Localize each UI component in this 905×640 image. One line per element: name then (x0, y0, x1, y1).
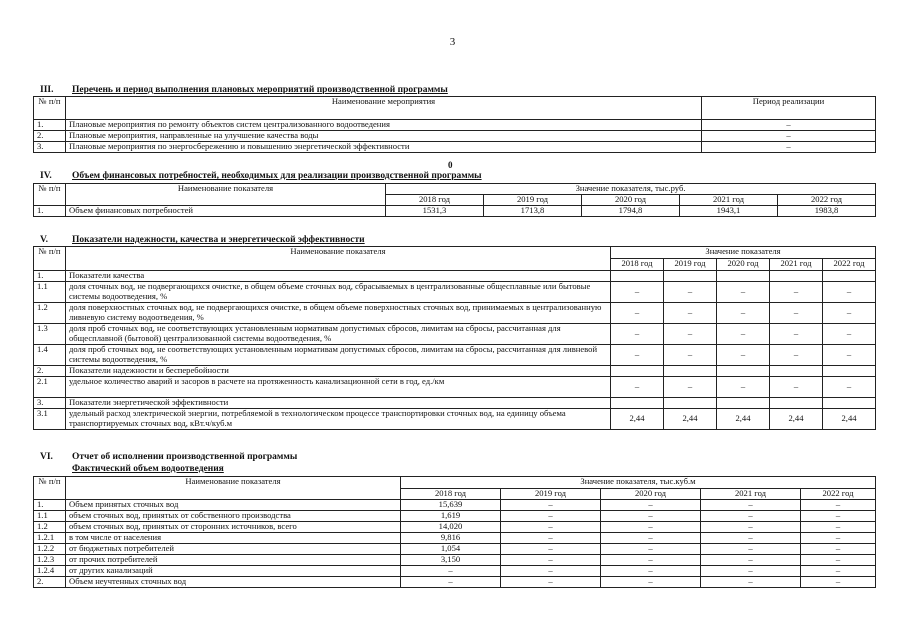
row-value: 2,44 (664, 409, 717, 430)
col-header-value: Значение показателя, тыс.руб. (386, 184, 876, 195)
row-name: доля поверхностных сточных вод, не подвергающихся очистке, в общем объеме поверхностных сточных вод, принимаемых в централизованную ливневую систему водоотведения, % (66, 303, 611, 324)
row-value: – (701, 555, 801, 566)
row-value: – (823, 282, 876, 303)
table-row (34, 366, 876, 377)
row-name: удельный расход электрической энергии, потребляемой в технологическом процессе транспортировки сточных вод, на единицу объема транспортируемых сточных вод, кВт.ч/куб.м (66, 409, 611, 430)
table-row (34, 409, 876, 430)
row-value: – (801, 522, 876, 533)
row-value: – (770, 324, 823, 345)
row-value: – (601, 544, 701, 555)
row-number: 2. (34, 577, 66, 588)
row-value: – (601, 522, 701, 533)
row-number: 1.2.1 (34, 533, 66, 544)
table-row (34, 544, 876, 555)
year-header: 2018 год (386, 195, 484, 206)
table-row (34, 282, 876, 303)
row-number: 1. (34, 206, 66, 217)
row-value: – (701, 566, 801, 577)
year-header: 2021 год (680, 195, 778, 206)
row-name: Плановые мероприятия, направленные на улучшение качества воды (66, 131, 702, 142)
row-value: – (611, 377, 664, 398)
row-value: – (770, 345, 823, 366)
table-row (34, 533, 876, 544)
section-number: IV. (40, 171, 52, 181)
col-header-num: № п/п (34, 184, 66, 206)
row-value: – (717, 377, 770, 398)
row-number: 3. (34, 398, 66, 409)
row-value: 1943,1 (680, 206, 778, 217)
year-header: 2018 год (611, 259, 664, 271)
row-name: Показатели надежности и бесперебойности (66, 366, 611, 377)
section-title: Перечень и период выполнения плановых мероприятий производственной программы (72, 85, 448, 95)
row-value (770, 398, 823, 409)
row-value: – (717, 303, 770, 324)
row-name: доля проб сточных вод, не соответствующих установленным нормативам допустимых сбросов, лимитам на сбросы, рассчитанная для общесплавной (бытовой) централизованной системы водоотведения, % (66, 324, 611, 345)
row-value: – (501, 500, 601, 511)
row-value: – (664, 282, 717, 303)
col-header-value: Значение показателя, тыс.куб.м (401, 477, 876, 489)
row-value: 1794,8 (582, 206, 680, 217)
row-value: – (501, 566, 601, 577)
row-value (823, 271, 876, 282)
year-header: 2020 год (582, 195, 680, 206)
row-value: – (801, 533, 876, 544)
row-value: 1,619 (401, 511, 501, 522)
row-value: – (611, 282, 664, 303)
row-value: – (801, 500, 876, 511)
row-value: – (701, 522, 801, 533)
row-number: 1.2 (34, 303, 66, 324)
table-row (34, 271, 876, 282)
row-period: – (702, 120, 876, 131)
table-row (34, 500, 876, 511)
row-value (664, 271, 717, 282)
table-row (34, 120, 876, 131)
row-value: – (501, 533, 601, 544)
row-number: 1.2.2 (34, 544, 66, 555)
year-header: 2018 год (401, 489, 501, 500)
row-value: – (664, 377, 717, 398)
row-value: 1,054 (401, 544, 501, 555)
row-number: 1.1 (34, 511, 66, 522)
row-value: – (601, 577, 701, 588)
table-row (34, 303, 876, 324)
row-value: – (770, 377, 823, 398)
row-value: – (801, 544, 876, 555)
row-value: – (601, 566, 701, 577)
row-value: – (664, 345, 717, 366)
col-header-name: Наименование мероприятия (66, 97, 702, 120)
row-name: Плановые мероприятия по энергосбережению и повышению энергетической эффективности (66, 142, 702, 153)
row-name: в том числе от населения (66, 533, 401, 544)
row-value: – (823, 345, 876, 366)
row-number: 2.1 (34, 377, 66, 398)
table-row (34, 511, 876, 522)
row-value: – (401, 577, 501, 588)
row-value: 1983,8 (778, 206, 876, 217)
row-name: от прочих потребителей (66, 555, 401, 566)
row-value: – (664, 303, 717, 324)
row-value: 3,150 (401, 555, 501, 566)
row-number: 2. (34, 366, 66, 377)
page-number: 3 (449, 36, 456, 48)
year-header: 2019 год (484, 195, 582, 206)
row-number: 1. (34, 120, 66, 131)
year-header: 2022 год (801, 489, 876, 500)
year-header: 2022 год (823, 259, 876, 271)
section-number: V. (40, 235, 49, 245)
zero-mark: 0 (448, 160, 453, 170)
col-header-name: Наименование показателя (66, 477, 401, 500)
row-name: доля сточных вод, не подвергающихся очистке, в общем объеме сточных вод, сбрасываемых в централизованные общесплавные или бытовые системы водоотведения, % (66, 282, 611, 303)
year-header: 2019 год (664, 259, 717, 271)
row-value: – (611, 303, 664, 324)
row-name: Показатели качества (66, 271, 611, 282)
table-wastewater-volume (33, 476, 876, 588)
row-value (664, 398, 717, 409)
row-name: от бюджетных потребителей (66, 544, 401, 555)
year-header: 2020 год (717, 259, 770, 271)
row-value (717, 366, 770, 377)
row-period: – (702, 131, 876, 142)
table-row (34, 398, 876, 409)
col-header-num: № п/п (34, 477, 66, 500)
row-value: 2,44 (717, 409, 770, 430)
row-value (717, 398, 770, 409)
row-value: 2,44 (770, 409, 823, 430)
year-header: 2022 год (778, 195, 876, 206)
row-value: – (501, 544, 601, 555)
col-header-name: Наименование показателя (66, 184, 386, 206)
row-number: 1.2.4 (34, 566, 66, 577)
col-header-name: Наименование показателя (66, 247, 611, 271)
row-number: 1.3 (34, 324, 66, 345)
row-value: – (611, 345, 664, 366)
row-period: – (702, 142, 876, 153)
row-value: – (601, 555, 701, 566)
row-value: – (701, 544, 801, 555)
row-value: – (823, 377, 876, 398)
row-value: – (501, 522, 601, 533)
row-name: объем сточных вод, принятых от сторонних источников, всего (66, 522, 401, 533)
table-row (34, 377, 876, 398)
col-header-period: Период реализации (702, 97, 876, 120)
row-number: 3. (34, 142, 66, 153)
row-value: – (601, 533, 701, 544)
row-value: 2,44 (823, 409, 876, 430)
year-header: 2020 год (601, 489, 701, 500)
row-number: 1. (34, 500, 66, 511)
col-header-num: № п/п (34, 97, 66, 120)
row-value (770, 366, 823, 377)
row-name: Плановые мероприятия по ремонту объектов систем централизованного водоотведения (66, 120, 702, 131)
section-4-heading (40, 171, 840, 183)
row-number: 3.1 (34, 409, 66, 430)
row-value (611, 366, 664, 377)
col-header-num: № п/п (34, 247, 66, 271)
row-value (717, 271, 770, 282)
row-value: – (701, 511, 801, 522)
table-row (34, 522, 876, 533)
row-value: 1713,8 (484, 206, 582, 217)
row-value (664, 366, 717, 377)
table-row (34, 206, 876, 217)
row-value: – (601, 511, 701, 522)
section-subtitle: Фактический объем водоотведения (72, 464, 224, 474)
row-value: 15,639 (401, 500, 501, 511)
row-value: 2,44 (611, 409, 664, 430)
row-value: – (701, 577, 801, 588)
row-name: удельное количество аварий и засоров в расчете на протяженность канализационной сети в год, ед./км (66, 377, 611, 398)
section-title: Отчет об исполнении производственной программы (72, 452, 298, 462)
row-value: – (801, 511, 876, 522)
row-name: объем сточных вод, принятых от собственного производства (66, 511, 401, 522)
row-value: – (770, 303, 823, 324)
row-value: – (770, 282, 823, 303)
row-value: – (664, 324, 717, 345)
row-value: – (601, 500, 701, 511)
row-name: от других канализаций (66, 566, 401, 577)
row-value: – (611, 324, 664, 345)
row-value: – (701, 500, 801, 511)
row-name: Объем принятых сточных вод (66, 500, 401, 511)
row-value: – (701, 533, 801, 544)
row-name: Объем финансовых потребностей (66, 206, 386, 217)
row-number: 1. (34, 271, 66, 282)
table-row (34, 131, 876, 142)
row-value: – (717, 282, 770, 303)
row-name: Объем неучтенных сточных вод (66, 577, 401, 588)
row-value (770, 271, 823, 282)
section-6-heading (40, 452, 840, 476)
row-value: 1531,3 (386, 206, 484, 217)
table-row (34, 577, 876, 588)
row-number: 1.2.3 (34, 555, 66, 566)
col-header-value: Значение показателя (611, 247, 876, 259)
row-value: – (801, 566, 876, 577)
row-value: – (501, 577, 601, 588)
table-row (34, 555, 876, 566)
row-value: – (801, 555, 876, 566)
row-value: – (823, 303, 876, 324)
year-header: 2019 год (501, 489, 601, 500)
row-value: – (823, 324, 876, 345)
row-value: 14,020 (401, 522, 501, 533)
row-name: Показатели энергетической эффективности (66, 398, 611, 409)
table-row (34, 345, 876, 366)
section-title: Показатели надежности, качества и энергетической эффективности (72, 235, 365, 245)
row-value: – (501, 511, 601, 522)
row-value (611, 271, 664, 282)
row-number: 1.2 (34, 522, 66, 533)
section-number: VI. (40, 452, 53, 462)
row-value (611, 398, 664, 409)
row-value: – (501, 555, 601, 566)
row-value: – (801, 577, 876, 588)
row-value (823, 366, 876, 377)
row-value: 9,816 (401, 533, 501, 544)
row-number: 1.1 (34, 282, 66, 303)
table-reliability-indicators (33, 246, 876, 430)
section-title: Объем финансовых потребностей, необходимых для реализации производственной программы (72, 171, 482, 181)
table-row (34, 142, 876, 153)
row-number: 1.4 (34, 345, 66, 366)
year-header: 2021 год (701, 489, 801, 500)
row-value: – (717, 324, 770, 345)
year-header: 2021 год (770, 259, 823, 271)
row-number: 2. (34, 131, 66, 142)
table-row (34, 566, 876, 577)
table-financial-needs (33, 183, 876, 217)
row-value: – (401, 566, 501, 577)
row-value (823, 398, 876, 409)
row-name: доля проб сточных вод, не соответствующих установленным нормативам допустимых сбросов, лимитам на сбросы, рассчитанная для ливневой системы водоотведения, % (66, 345, 611, 366)
table-planned-measures (33, 96, 876, 153)
table-row (34, 324, 876, 345)
section-number: III. (40, 85, 54, 95)
row-value: – (717, 345, 770, 366)
